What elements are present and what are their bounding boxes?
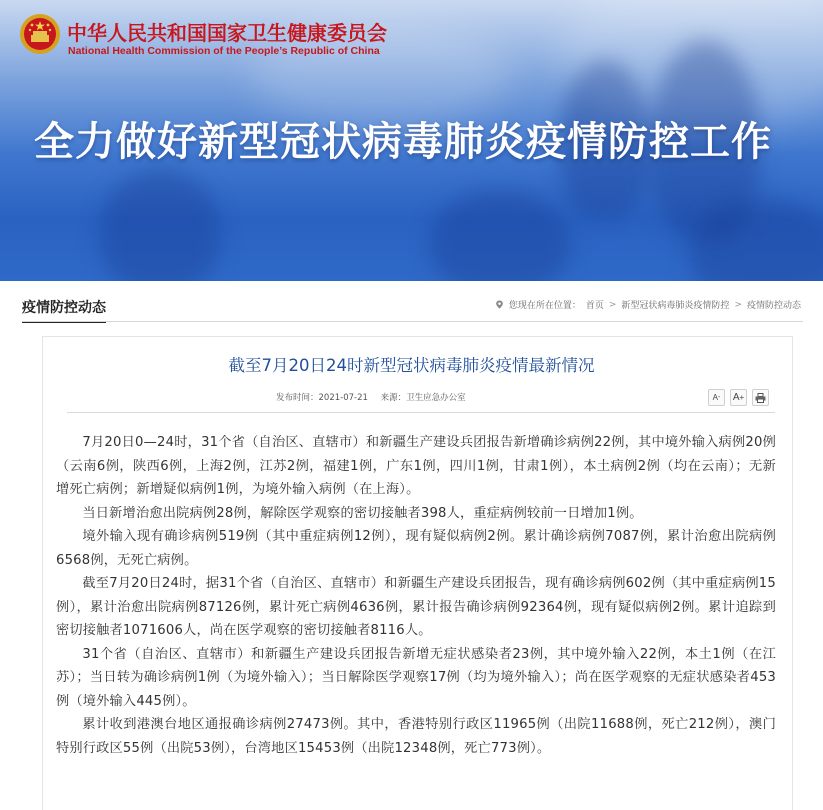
printer-icon xyxy=(755,393,766,403)
article-body xyxy=(56,431,776,760)
org-name-cn: 中华人民共和国国家卫生健康委员会 xyxy=(67,21,387,45)
section-title[interactable]: 疫情防控动态 xyxy=(22,297,106,323)
source-name: 卫生应急办公室 xyxy=(406,393,466,403)
breadcrumb-separator: > xyxy=(608,299,617,310)
article-meta xyxy=(276,391,466,403)
font-larger-label: A xyxy=(732,392,740,403)
paragraph: 当日新增治愈出院病例28例，解除医学观察的密切接触者398人，重症病例较前一日增加1例。 xyxy=(82,505,643,521)
location-pin-icon xyxy=(495,300,504,309)
font-smaller-button[interactable]: A - xyxy=(708,389,725,406)
print-button[interactable] xyxy=(752,389,769,406)
source-label: 来源： xyxy=(380,393,407,403)
paragraph: 7月20日0—24时，31个省（自治区、直辖市）和新疆生产建设兵团报告新增确诊病例22例，其中境外输入病例20例（云南6例，陕西6例，上海2例，江苏2例，福建1例，广东1例，四川1例，甘肃1例），本土病例2例（均在云南）；无新增死亡病例；新增疑似病例1例，为境外输入病例（在上海）。 xyxy=(56,435,776,497)
breadcrumb-prefix: 您现在所在位置： xyxy=(508,301,581,311)
breadcrumb-current[interactable]: 疫情防控动态 xyxy=(746,301,801,311)
breadcrumb-separator: > xyxy=(734,299,742,310)
paragraph: 截至7月20日24时，据31个省（自治区、直辖市）和新疆生产建设兵团报告，现有确诊病例602例（其中重症病例15例），累计治愈出院病例87126例，累计死亡病例4636例，累计报告确诊病例92364例，现有疑似病例2例。累计追踪到密切接触者1071606人，尚在医学观察的密切接触者8116人。 xyxy=(56,576,776,638)
paragraph: 境外输入现有确诊病例519例（其中重症病例12例），现有疑似病例2例。累计确诊病例7087例，累计治愈出院病例6568例，无死亡病例。 xyxy=(56,529,776,568)
breadcrumb-home[interactable]: 首页 xyxy=(585,301,604,311)
breadcrumb xyxy=(495,298,801,311)
header-banner xyxy=(0,0,823,281)
breadcrumb-covid[interactable]: 新型冠状病毒肺炎疫情防控 xyxy=(621,301,730,311)
paragraph: 31个省（自治区、直辖市）和新疆生产建设兵团报告新增无症状感染者23例，其中境外输入22例，本土1例（在江苏）；当日转为确诊病例1例（为境外输入）；当日解除医学观察17例（均为境外输入）；尚在医学观察的无症状感染者453例（境外输入445例）。 xyxy=(56,646,776,709)
font-smaller-label: A xyxy=(712,393,718,402)
font-larger-button[interactable]: A + xyxy=(730,389,747,406)
paragraph: 累计收到港澳台地区通报确诊病例27473例。其中，香港特别行政区11965例（出院11688例，死亡212例），澳门特别行政区55例（出院53例），台湾地区15453例（出院12348例，死亡773例）。 xyxy=(56,717,776,756)
publish-label: 发布时间： xyxy=(276,393,319,403)
article-tools xyxy=(708,389,769,406)
org-name-en: National Health Commission of the People’s Republic of China xyxy=(68,45,380,57)
national-emblem-icon xyxy=(19,13,61,55)
meta-divider xyxy=(67,412,775,413)
publish-date: 2021-07-21 xyxy=(318,393,368,403)
banner-slogan: 全力做好新型冠状病毒肺炎疫情防控工作 xyxy=(34,119,772,165)
article-title: 截至7月20日24时新型冠状病毒肺炎疫情最新情况 xyxy=(228,356,595,375)
section-divider xyxy=(22,321,803,322)
